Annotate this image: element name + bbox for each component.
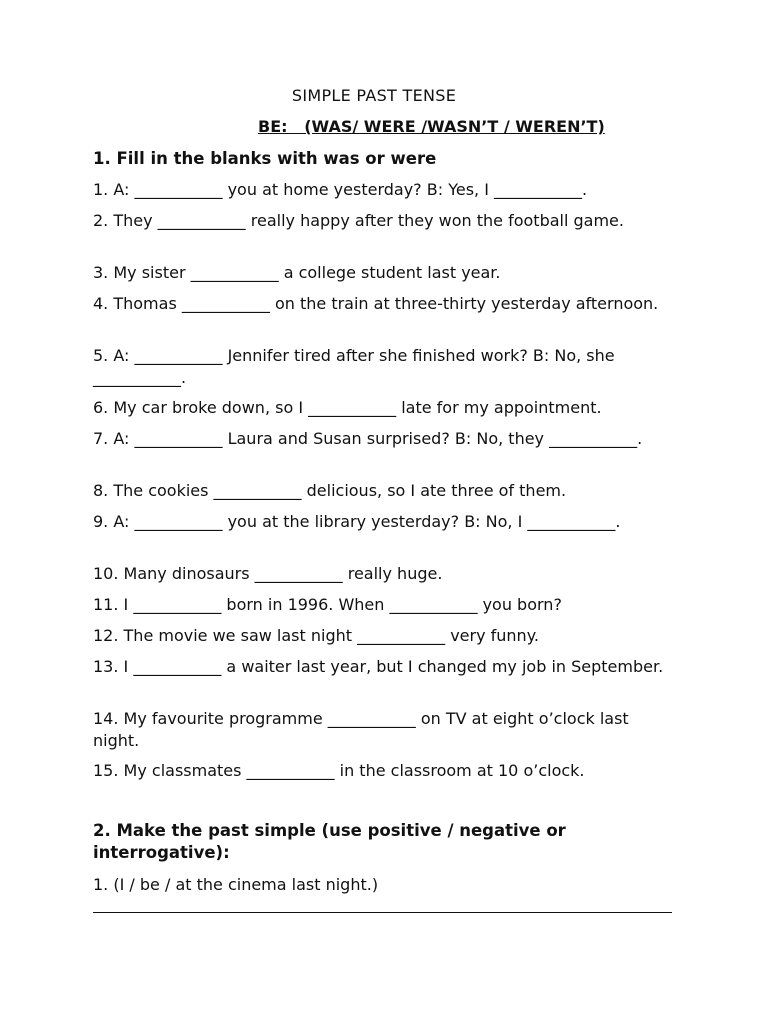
exercise-item-15: 15. My classmates ___________ in the classroom at 10 o’clock. [93,761,585,780]
worksheet-subtitle: BE: (WAS/ WERE /WASN’T / WEREN’T) [258,117,605,136]
exercise-item-2: 2. They ___________ really happy after they won the football game. [93,211,624,230]
exercise-item-7: 7. A: ___________ Laura and Susan surprised? B: No, they ___________. [93,429,643,448]
exercise-item-1: 1. A: ___________ you at home yesterday? B: Yes, I ___________. [93,180,588,199]
exercise-item-10: 10. Many dinosaurs ___________ really huge. [93,564,443,583]
exercise-item-8: 8. The cookies ___________ delicious, so I ate three of them. [93,481,567,500]
section-2-item-1: 1. (I / be / at the cinema last night.) [93,875,379,894]
exercise-item-11: 11. I ___________ born in 1996. When ___________ you born? [93,595,562,614]
exercise-item-12: 12. The movie we saw last night ___________ very funny. [93,626,539,645]
section-1-heading: 1. Fill in the blanks with was or were [93,149,437,168]
exercise-item-9: 9. A: ___________ you at the library yesterday? B: No, I ___________. [93,512,621,531]
exercise-item-14: 14. My favourite programme ___________ on TV at eight o’clock last night. [93,709,629,750]
exercise-item-3: 3. My sister ___________ a college student last year. [93,263,501,282]
exercise-item-4: 4. Thomas ___________ on the train at three-thirty yesterday afternoon. [93,294,659,313]
answer-line [93,912,672,913]
exercise-item-5: 5. A: ___________ Jennifer tired after she finished work? B: No, she ___________. [93,346,615,387]
exercise-item-13: 13. I ___________ a waiter last year, but I changed my job in September. [93,657,664,676]
worksheet-title: SIMPLE PAST TENSE [291,86,457,105]
section-2-heading: 2. Make the past simple (use positive / negative or interrogative): [93,821,566,862]
exercise-item-6: 6. My car broke down, so I ___________ late for my appointment. [93,398,602,417]
